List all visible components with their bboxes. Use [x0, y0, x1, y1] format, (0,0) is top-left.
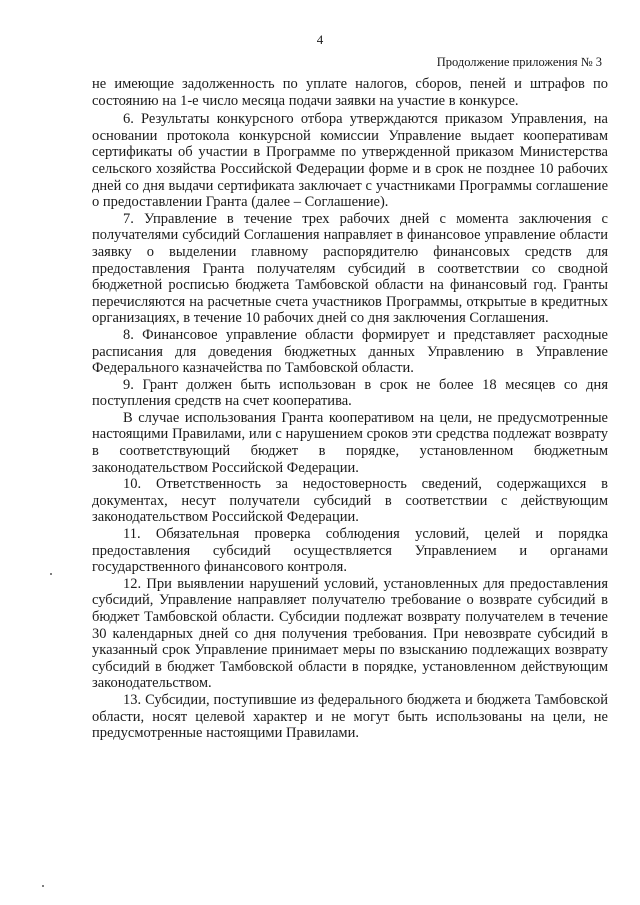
- paragraph-8: 8. Финансовое управление области формирует и представляет расходные расписания для доведения бюджетных данных Управлению в Управление Федерального казначейства по Тамбовской области.: [92, 326, 608, 377]
- paragraph-6: 6. Результаты конкурсного отбора утверждаются приказом Управления, на основании протокола конкурсной комиссии Управление выдает кооперативам сертификаты об участии в Программе по утвержденной приказом Министерства сельского хозяйства Российской Федерации форме и в срок не позднее 10 рабочих дней со дня выдачи сертификата заключает с участниками Программы соглашение о предоставлении Гранта (далее – Соглашение).: [92, 111, 608, 211]
- paragraph-continuation: не имеющие задолженность по уплате налогов, сборов, пеней и штрафов по состоянию на 1-е число месяца подачи заявки на участие в конкурсе.: [92, 76, 608, 109]
- scan-speck: [42, 885, 44, 887]
- paragraph-7: 7. Управление в течение трех рабочих дней с момента заключения с получателями субсидий Соглашения направляет в финансовое управление области заявку о выделении главному распорядителю финансовых средств для предоставления Гранта получателям субсидий в соответствии со сводной бюджетной росписью бюджета Тамбовской области на финансовый год. Гранты перечисляются на расчетные счета участников Программы, открытые в кредитных организациях, в течение 10 рабочих дней со дня заключения Соглашения.: [92, 210, 608, 327]
- scan-speck: [50, 573, 52, 575]
- paragraph-10: 10. Ответственность за недостоверность сведений, содержащихся в документах, несут получатели субсидий в соответствии с действующим законодательством Российской Федерации.: [92, 476, 608, 526]
- paragraph-11: 11. Обязательная проверка соблюдения условий, целей и порядка предоставления субсидий осуществляется Управлением и органами государственного финансового контроля.: [92, 526, 608, 576]
- page-number: 4: [316, 32, 324, 47]
- paragraph-9-grant-misuse: В случае использования Гранта кооперативом на цели, не предусмотренные настоящими Правилами, или с нарушением сроков эти средства подлежат возврату в соответствующий бюджет в порядке, установленном бюджетным законодательством Российской Федерации.: [92, 409, 608, 476]
- paragraph-9: 9. Грант должен быть использован в срок не более 18 месяцев со дня поступления средств на счет кооператива.: [92, 376, 608, 410]
- paragraph-12: 12. При выявлении нарушений условий, установленных для предоставления субсидий, Управление направляет получателю требование о возврате субсидий в бюджет Тамбовской области. Субсидии подлежат возврату получателем в течение 30 календарных дней со дня получения требования. При невозврате субсидий в указанный срок Управление принимает меры по взысканию подлежащих возврату субсидий в бюджет Тамбовской области в порядке, установленном действующим законодательством.: [92, 575, 608, 692]
- appendix-continuation-note: Продолжение приложения № 3: [436, 55, 602, 69]
- paragraph-13: 13. Субсидии, поступившие из федерального бюджета и бюджета Тамбовской области, носят целевой характер и не могут быть использованы на цели, не предусмотренные настоящими Правилами.: [92, 691, 608, 742]
- document-body: [92, 76, 608, 742]
